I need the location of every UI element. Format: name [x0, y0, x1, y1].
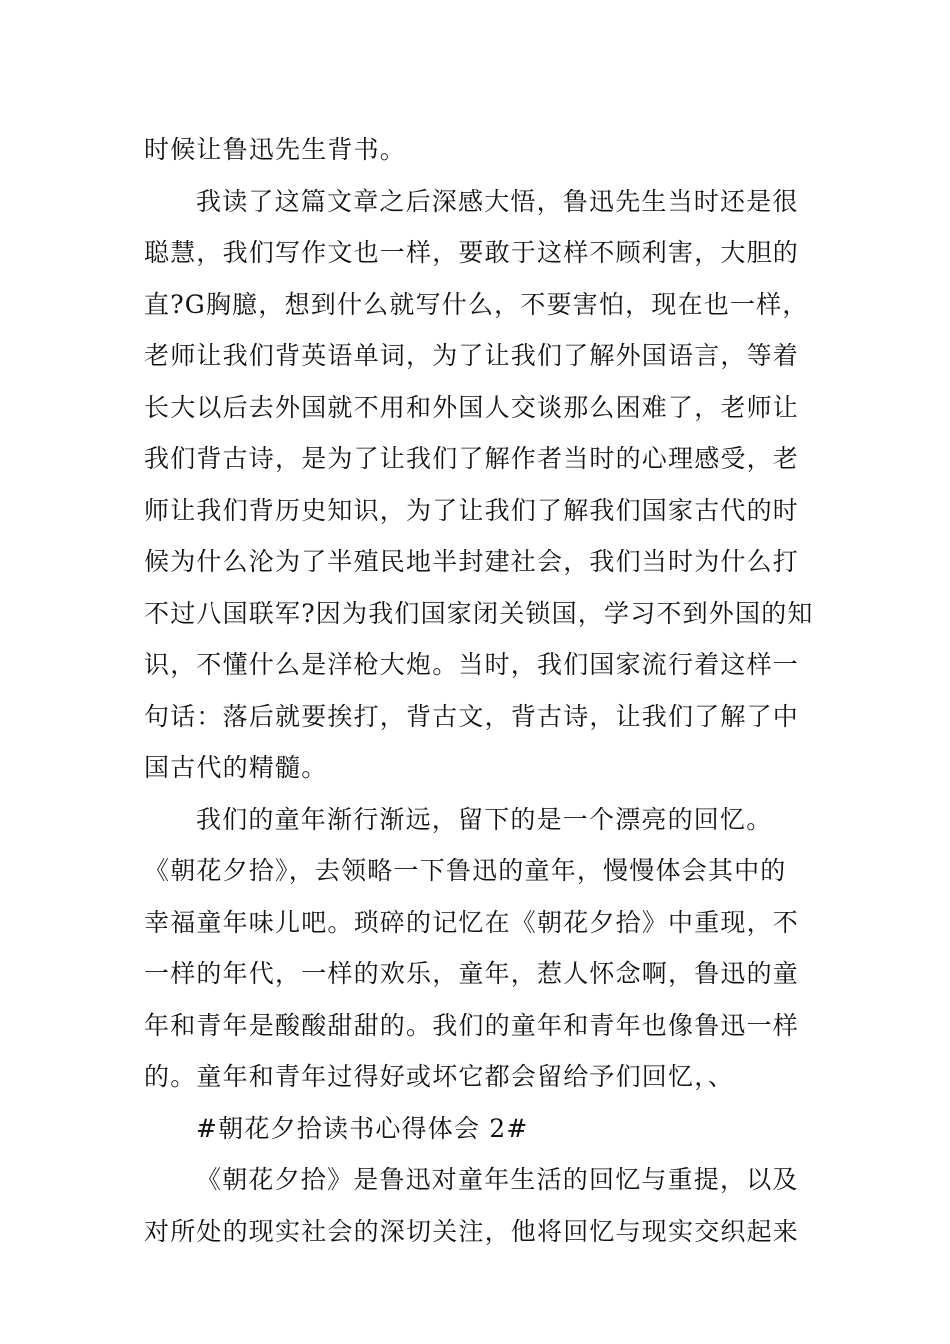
text-line: 我读了这篇文章之后深感大悟，鲁迅先生当时还是很 [196, 186, 799, 216]
text-line: 年和青年是酸酸甜甜的。我们的童年和青年也像鲁迅一样 [144, 1010, 800, 1040]
text-line: 一样的年代，一样的欢乐，童年，惹人怀念啊，鲁迅的童 [144, 959, 800, 988]
text-line: 《朝花夕拾》，去领略一下鲁迅的童年，慢慢体会其中的 [144, 856, 787, 885]
text-line: #朝花夕拾读书心得体会 2# [196, 1113, 529, 1143]
text-line: 国古代的精髓。 [144, 753, 328, 782]
text-line: 我们的童年渐行渐远，留下的是一个漂亮的回忆。 [196, 804, 773, 834]
text-line: 长大以后去外国就不用和外国人交谈那么困难了，老师让 [144, 392, 800, 422]
text-line: 不过八国联军?因为我们国家闭关锁国，学习不到外国的知 [144, 598, 814, 628]
text-line: 直?G胸臆，想到什么就写什么，不要害怕，现在也一样， [144, 289, 809, 319]
text-line: 候为什么沦为了半殖民地半封建社会，我们当时为什么打 [144, 547, 800, 576]
text-line: 的。童年和青年过得好或坏它都会留给予们回忆，、 [144, 1062, 735, 1091]
text-line: 师让我们背历史知识，为了让我们了解我们国家古代的时 [144, 495, 800, 525]
text-line: 幸福童年味儿吧。琐碎的记忆在《朝花夕拾》中重现，不 [144, 907, 800, 937]
text-line: 对所处的现实社会的深切关注，他将回忆与现实交织起来 [144, 1216, 800, 1246]
text-line: 老师让我们背英语单词，为了让我们了解外国语言，等着 [144, 341, 800, 370]
text-line: 时候让鲁迅先生背书。 [144, 135, 407, 164]
text-line: 我们背古诗，是为了让我们了解作者当时的心理感受，老 [144, 444, 800, 473]
text-line: 句话：落后就要挨打，背古文，背古诗，让我们了解了中 [144, 701, 800, 731]
text-line: 聪慧，我们写作文也一样，要敢于这样不顾利害，大胆的 [144, 238, 800, 267]
body-text [144, 124, 816, 1257]
text-line: 《朝花夕拾》是鲁迅对童年生活的回忆与重提，以及 [196, 1165, 799, 1194]
text-line: 识，不懂什么是洋枪大炮。当时，我们国家流行着这样一 [144, 650, 800, 679]
